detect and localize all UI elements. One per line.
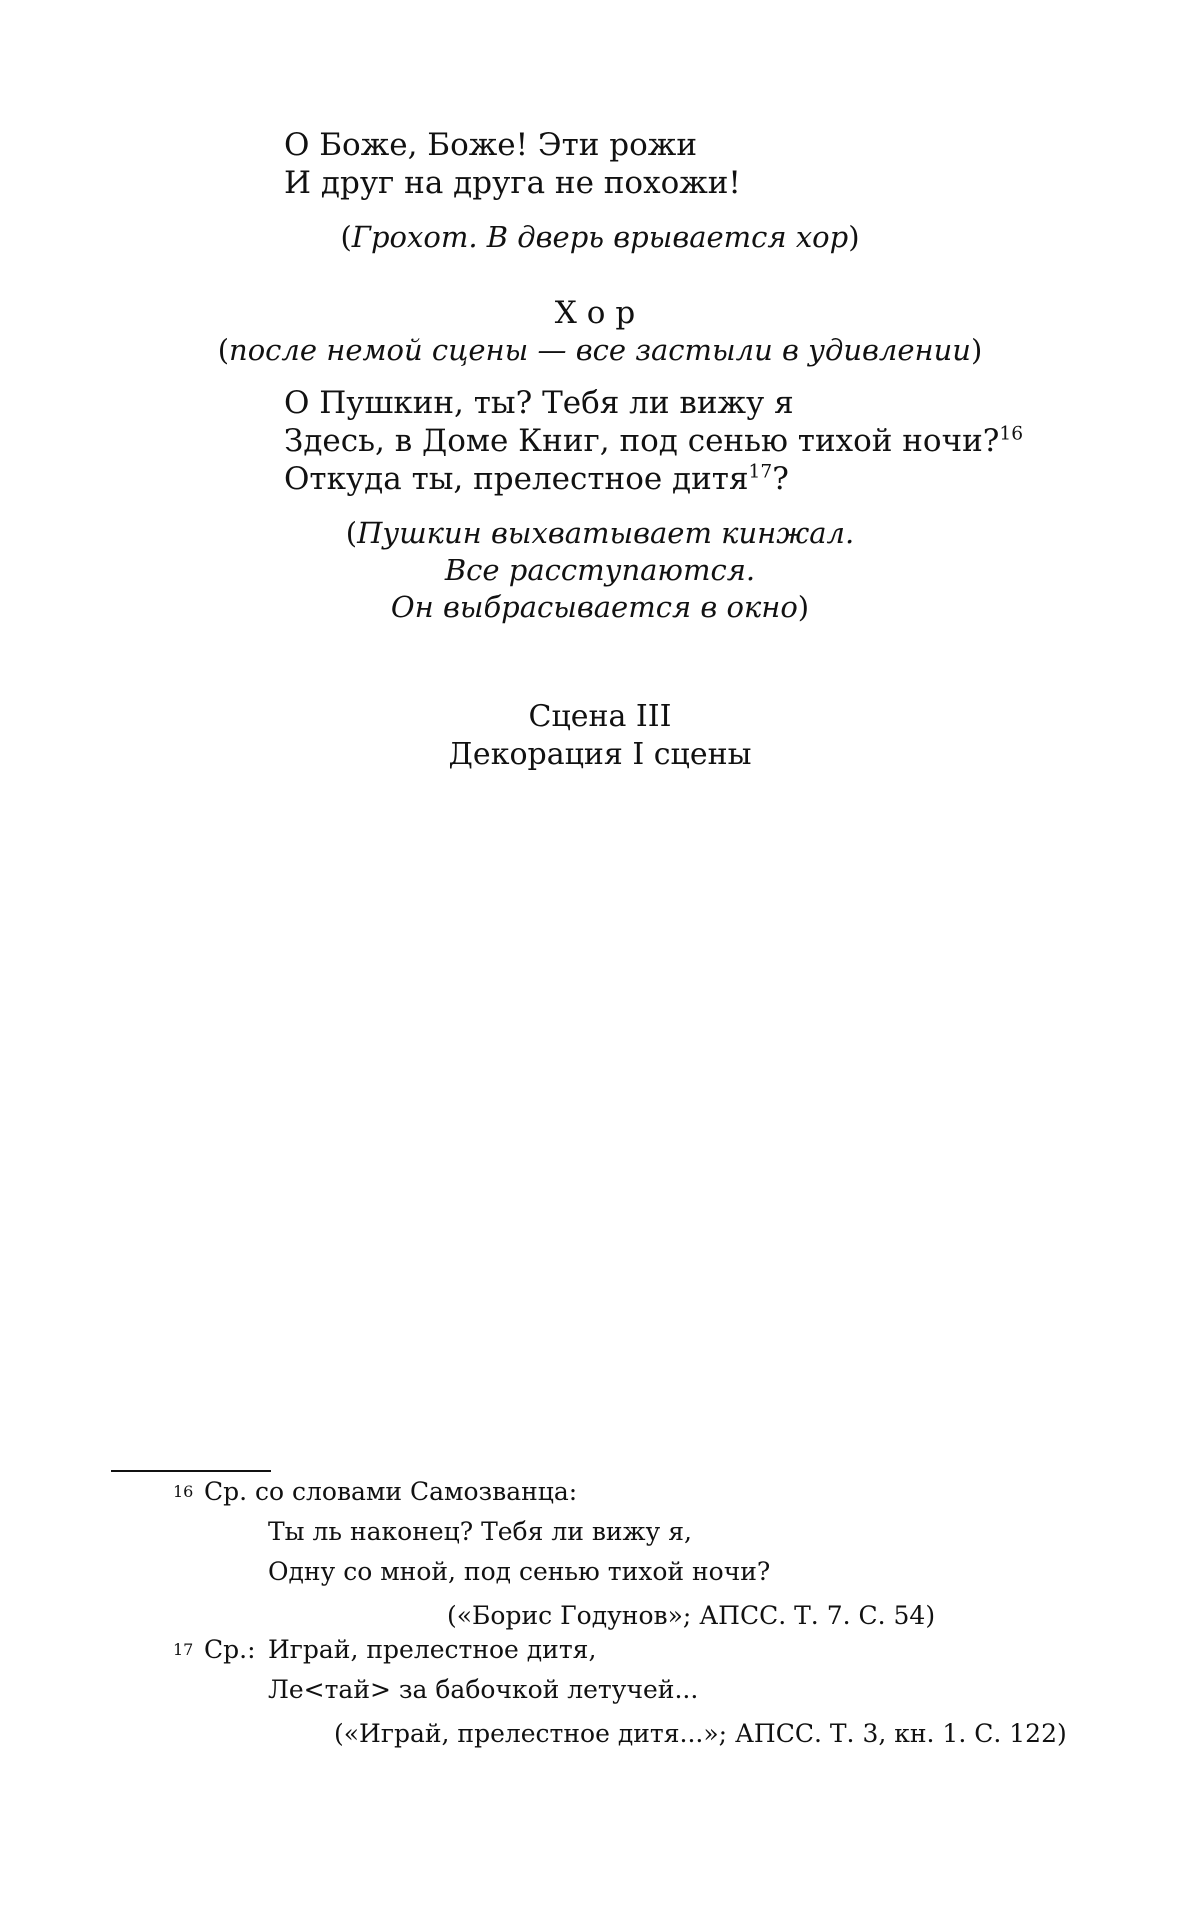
footnote-source: («Борис Годунов»; АПСС. Т. 7. С. 54) [447,1601,936,1630]
verse-line: О Пушкин, ты? Тебя ли вижу я [284,385,794,421]
footnote-ref[interactable]: 16 [999,423,1024,445]
scene-subtitle: Декорация I сцены [448,737,752,772]
footnote-number: 17 [173,1640,194,1659]
footnote-source: («Играй, прелестное дитя...»; АПСС. Т. 3, кн. 1. С. 122) [334,1719,1067,1748]
footnote-divider [111,1470,271,1472]
stage-direction: (после немой сцены — все застыли в удивлении) [217,333,983,367]
stage-direction: Все расступаются. [444,553,756,587]
footnote-quote-line: Ле<тай> за бабочкой летучей... [268,1675,699,1704]
verse-line: О Боже, Боже! Эти рожи [284,127,697,163]
footnote-quote-line: Ты ль наконец? Тебя ли вижу я, [268,1517,692,1546]
footnote-intro: Ср.: [204,1635,256,1664]
footnote-intro: Ср. со словами Самозванца: [204,1477,578,1506]
speaker-name: Хор [554,295,646,331]
scene-title: Сцена III [528,699,672,734]
verse-line: Здесь, в Доме Книг, под сенью тихой ночи?$^{16}$ [284,423,1024,459]
stage-direction: (Грохот. В дверь врывается хор) [340,220,860,254]
footnote-number: 16 [173,1482,194,1501]
stage-direction: (Пушкин выхватывает кинжал. [345,516,855,550]
footnote-quote-line: Одну со мной, под сенью тихой ночи? [268,1557,771,1586]
stage-direction: Он выбрасывается в окно) [390,590,810,624]
footnote-quote-line: Играй, прелестное дитя, [268,1635,597,1664]
verse-line: Откуда ты, прелестное дитя$^{17}$? [284,461,789,497]
verse-line: И друг на друга не похожи! [284,165,741,201]
footnote-ref[interactable]: 17 [748,461,773,483]
